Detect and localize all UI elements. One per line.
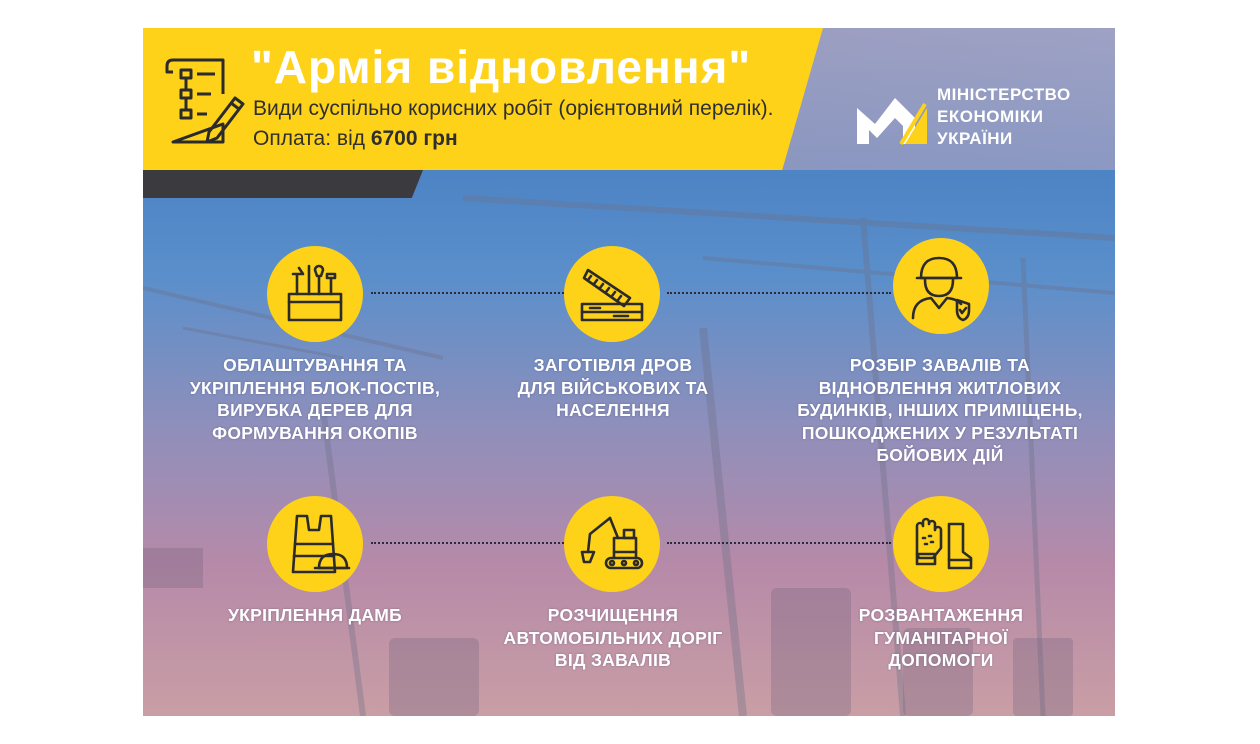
poster <box>143 28 1115 716</box>
banner-shadow-strip <box>143 170 423 198</box>
item-label-debris-removal: РОЗБІР ЗАВАЛІВ ТА ВІДНОВЛЕННЯ ЖИТЛОВИХ БУДИНКІВ, ІНШИХ ПРИМІЩЕНЬ, ПОШКОДЖЕНИХ У РЕЗУЛЬТАТІ БОЙОВИХ ДІЙ <box>797 355 1083 465</box>
page-subtitle <box>253 94 783 154</box>
ministry-name-line2: ЕКОНОМІКИ <box>937 107 1044 126</box>
item-label-dams: УКРІПЛЕННЯ ДАМБ <box>227 605 403 625</box>
item-label-firewood: ЗАГОТІВЛЯ ДРОВ ДЛЯ ВІЙСЬКОВИХ ТА НАСЕЛЕННЯ <box>517 355 709 420</box>
gloves-boots-icon <box>893 496 989 592</box>
item-label-humanitarian: РОЗВАНТАЖЕННЯ ГУМАНІТАРНОЇ ДОПОМОГИ <box>858 605 1024 670</box>
pay-amount: 6700 грн <box>370 127 458 150</box>
vest-helmet-icon <box>267 496 363 592</box>
page-title: "Армія відновлення" <box>251 41 752 93</box>
excavator-icon <box>564 496 660 592</box>
toolbox-icon <box>267 246 363 342</box>
saw-log-icon <box>564 246 660 342</box>
connector-row1-left <box>371 292 567 294</box>
subtitle-text: Види суспільно корисних робіт (орієнтовний перелік). Оплата: від <box>253 97 774 150</box>
worker-shield-icon <box>893 238 989 334</box>
ministry-name-line3: УКРАЇНИ <box>937 129 1013 148</box>
connector-row1-right <box>667 292 891 294</box>
item-label-blockposts: ОБЛАШТУВАННЯ ТА УКРІПЛЕННЯ БЛОК-ПОСТІВ, ВИРУБКА ДЕРЕВ ДЛЯ ФОРМУВАННЯ ОКОПІВ <box>189 355 441 443</box>
connector-row2-left <box>371 542 567 544</box>
ministry-name-line1: МІНІСТЕРСТВО <box>937 85 1071 104</box>
ministry-name <box>937 84 1071 150</box>
item-label-road-clearing: РОЗЧИЩЕННЯ АВТОМОБІЛЬНИХ ДОРІГ ВІД ЗАВАЛІВ <box>503 605 723 670</box>
document-pencil-icon <box>165 54 245 148</box>
connector-row2-right <box>667 542 891 544</box>
ministry-emblem-icon <box>855 86 929 146</box>
ministry-logo-block <box>855 86 1105 158</box>
